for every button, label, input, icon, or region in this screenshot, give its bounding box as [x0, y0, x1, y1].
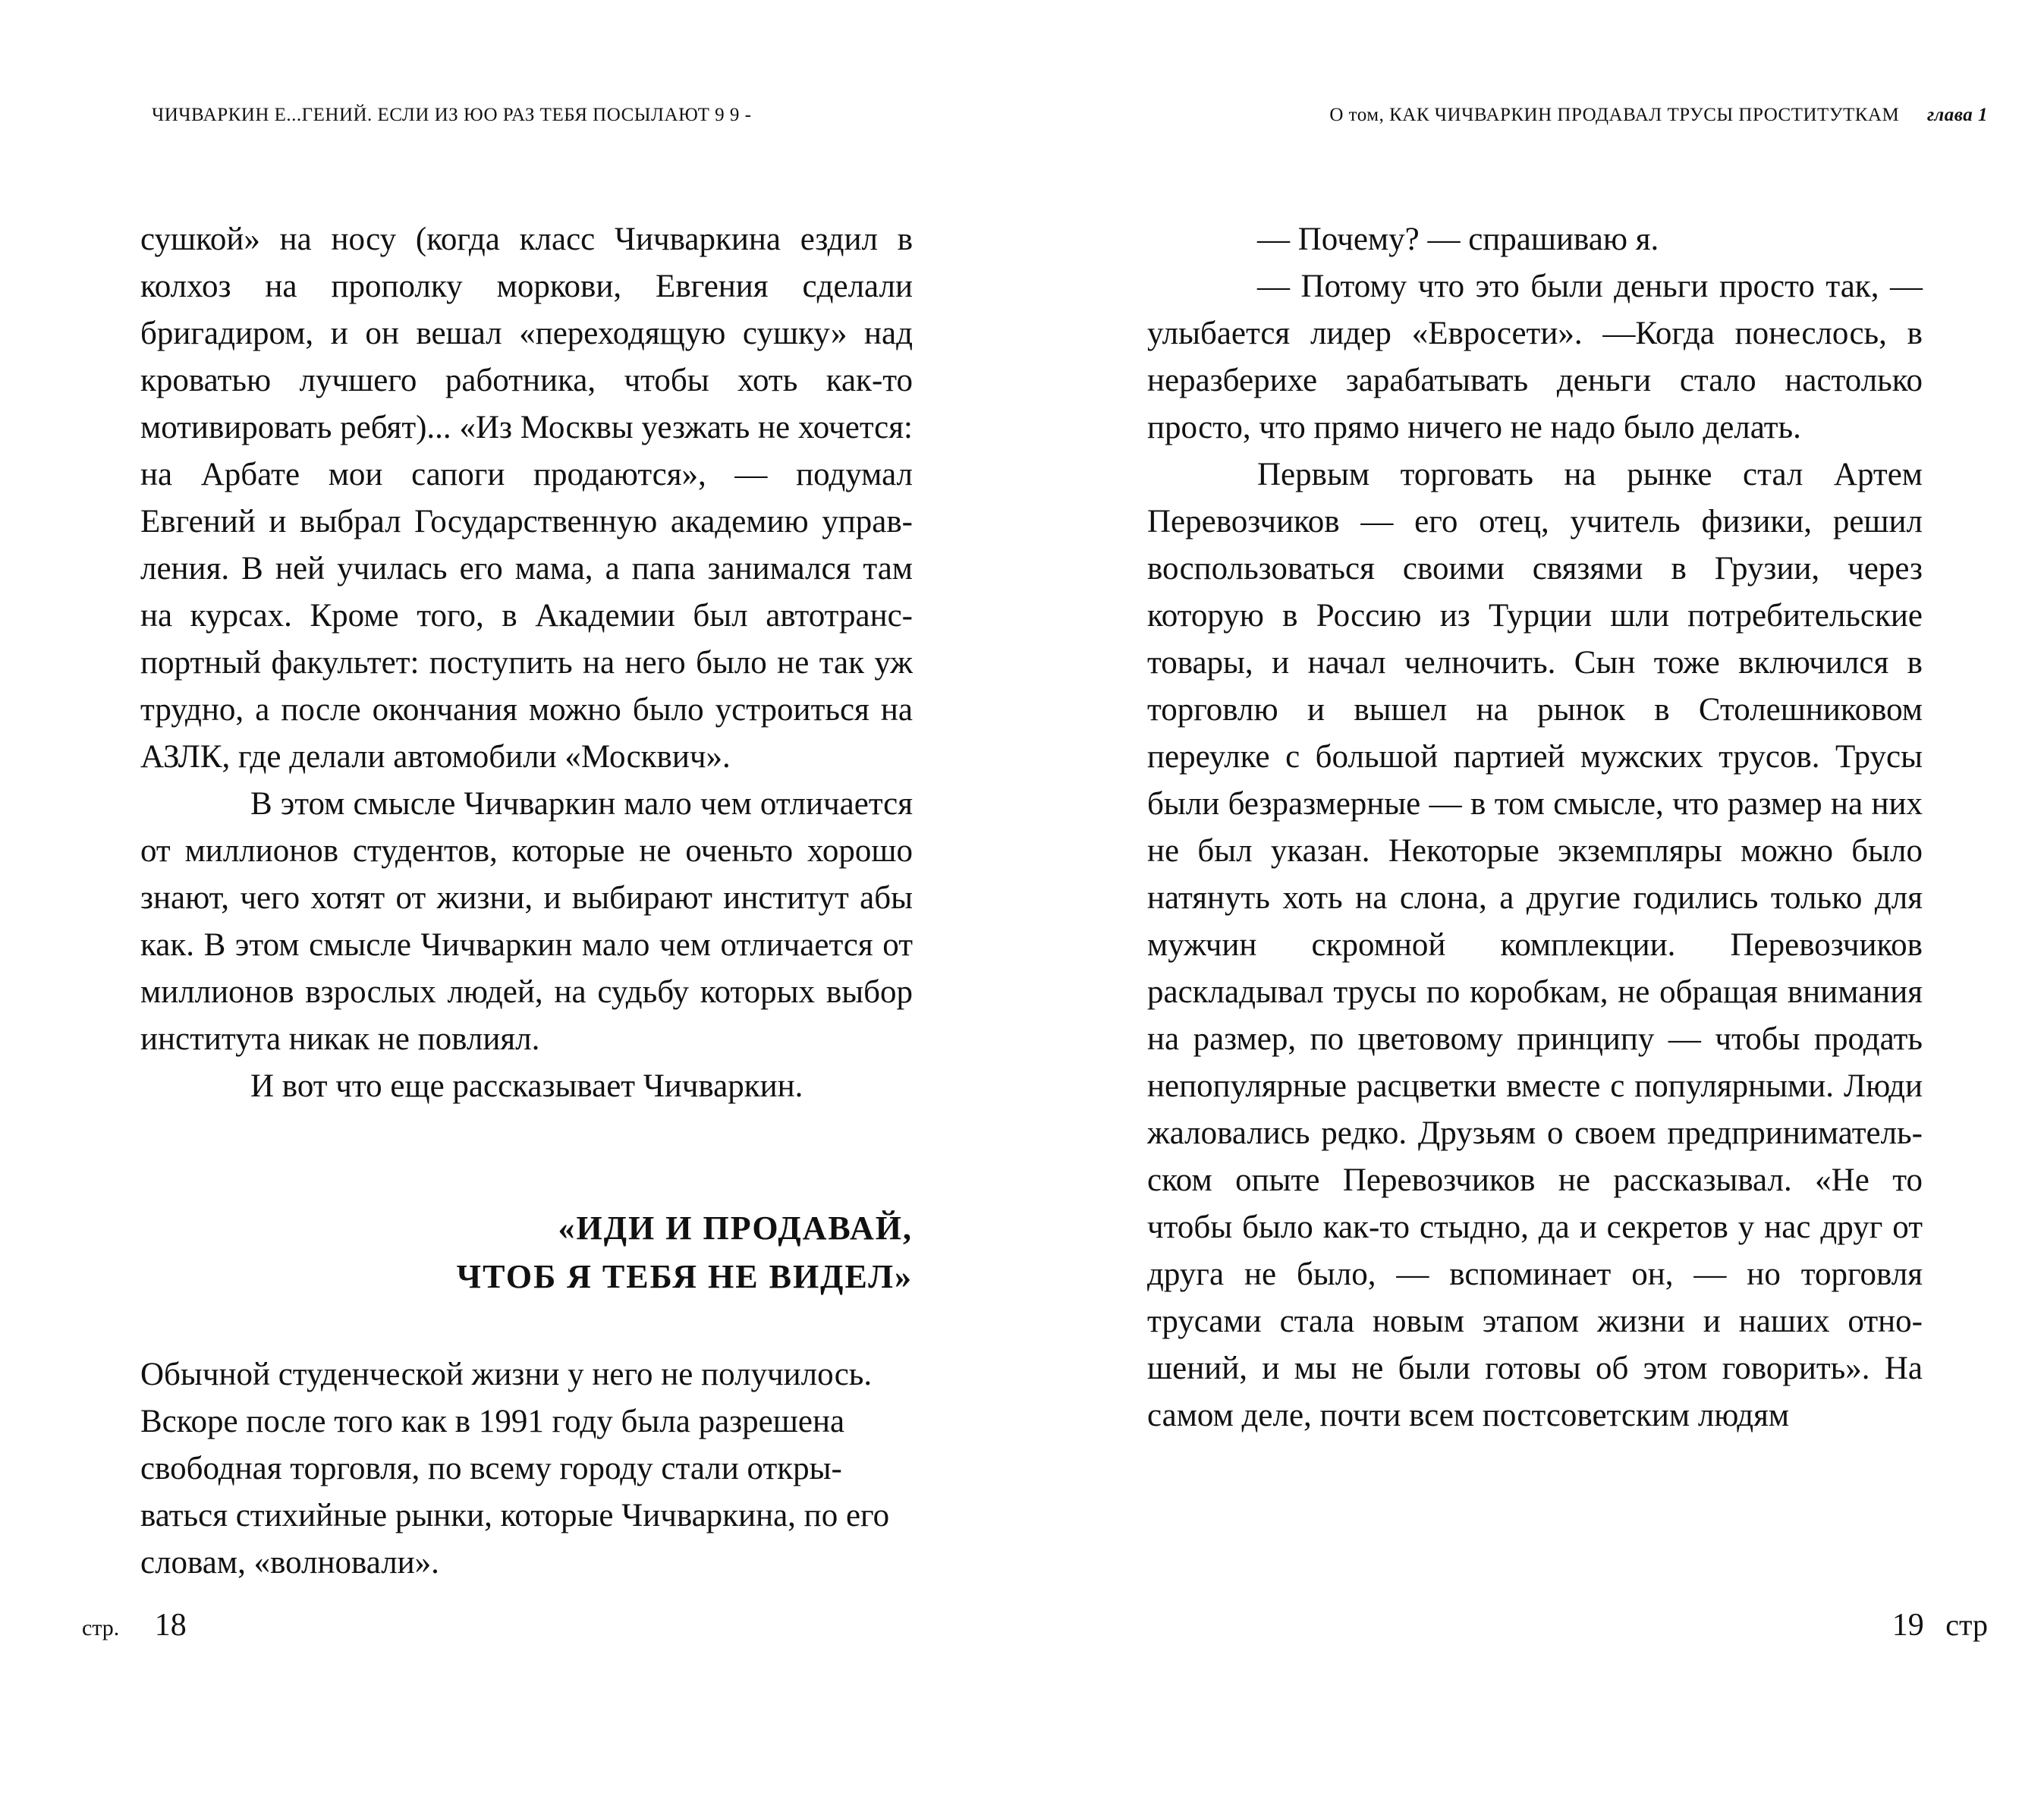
right-running-head [1329, 105, 1988, 126]
left-running-head: ЧИЧВАРКИН Е...ГЕНИЙ. ЕСЛИ ИЗ ЮО РАЗ ТЕБЯ ПОСЫЛАЮТ 9 9 - [152, 105, 752, 125]
section-heading-line-2: ЧТОБ Я ТЕБЯ НЕ ВИДЕЛ» [456, 1258, 913, 1295]
right-page-number [1892, 1607, 1988, 1643]
left-paragraph-1: сушкой» на носу (когда класс Чичваркина ездил в колхоз на прополку моркови, Евгения сделали бригадиром, и он вешал «переходящую сушку» над кроватью лучшего работника, чтобы хоть как-то мотивировать ребят)... «Из Москвы уезжать не хочется: на Арбате мои сапоги продаются», — подумал Евгений и выбрал Государственную академию управления. В ней училась его мама, а папа занимался там на курсах. Кроме того, в Академии был автотранспортный факультет: поступить на него было не так уж трудно, а после окончания можно было устроиться на АЗЛК, где делали автомобили «Москвич». [140, 222, 913, 775]
left-paragraph-2: В этом смысле Чичваркин мало чем отличается от миллионов студентов, которые не оченьто хорошо знают, чего хотят от жизни, и выбирают институт абы как. В этом смысле Чичваркин мало чем отличается от миллионов взрослых людей, на судьбу которых выбор института никак не повлиял. [140, 786, 913, 1057]
right-page-number-suffix: стр [1945, 1608, 1988, 1642]
left-page-number-value: 18 [154, 1608, 187, 1643]
left-paragraph-3: И вот что еще рассказывает Чичваркин. [250, 1068, 803, 1104]
left-paragraph-after-heading: Обычной студенческой жизни у него не получилось. Вскоре после того как в 1991 году была разрешена свободная торговля, по всему городу стали открываться стихийные рынки, которые Чичваркина, по его словам, «волновали». [140, 1357, 890, 1581]
right-paragraph-2: — Потому что это были деньги просто так, —улыбается лидер «Евросети». —Когда понеслось, в неразберихе зарабатывать деньги стало настолько просто, что прямо ничего не надо было делать. [1147, 269, 1923, 445]
chapter-label: глава 1 [1927, 105, 1988, 125]
section-heading-line-1: «ИДИ И ПРОДАВАЙ, [558, 1209, 913, 1247]
right-running-head-title: О том, КАК ЧИЧВАРКИН ПРОДАВАЛ ТРУСЫ ПРОСТИТУТКАМ [1329, 105, 1900, 125]
right-page-number-value: 19 [1891, 1608, 1924, 1643]
right-paragraph-1: — Почему? — спрашиваю я. [1257, 222, 1659, 257]
right-text-block [1147, 216, 1923, 1439]
left-page-number [82, 1607, 187, 1643]
right-page [1022, 0, 2044, 1796]
section-heading [140, 1204, 913, 1301]
left-text-block [140, 216, 913, 1587]
right-paragraph-3: Первым торговать на рынке стал Артем Перевозчиков — его отец, учитель физики, решил воспользоваться своими связями в Грузии, через которую в Россию из Турции шли потребительские товары, и начал челночить. Сын тоже включился в торговлю и вышел на рынок в Столешниковом переулке с большой партией мужских трусов. Трусы были безразмерные — в том смысле, что размер на них не был указан. Некоторые экземпляры можно было натянуть хоть на слона, а другие годились только для мужчин скромной комплекции. Перевозчиков раскладывал трусы по коробкам, не обращая внимания на размер, по цветовому принципу — чтобы продать непопулярные расцветки вместе с популярными. Люди жаловались редко. Друзьям о своем предпринимательском опыте Перевозчиков не рассказывал. «Не то чтобы было как-то стыдно, да и секретов у нас друг от друга не было, — вспоминает он, — но торговля трусами стала новым этапом жизни и наших отношений, и мы не были готовы об этом говорить». На самом деле, почти всем постсоветским людям [1147, 457, 1923, 1433]
left-page-number-prefix: стр. [82, 1615, 120, 1640]
